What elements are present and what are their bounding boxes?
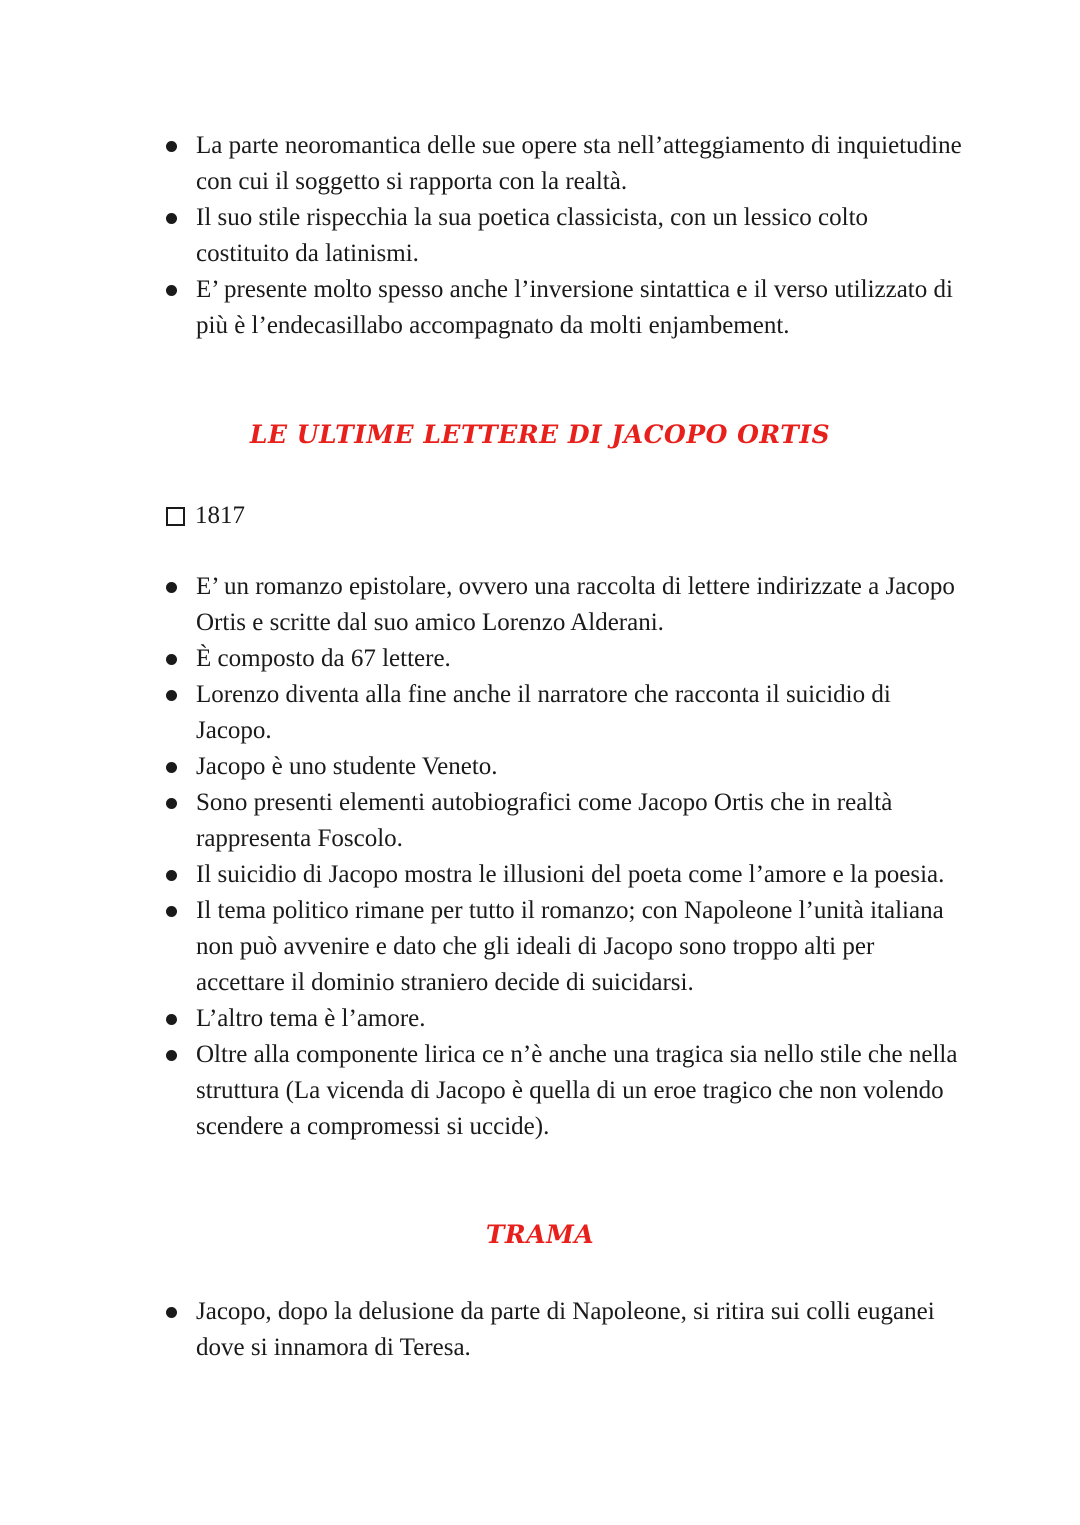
ortis-bullet-list	[162, 569, 962, 1145]
intro-bullet-list	[162, 128, 962, 344]
list-item: E’ un romanzo epistolare, ovvero una raccolta di lettere indirizzate a Jacopo Ortis e scritte dal suo amico Lorenzo Alderani.	[162, 569, 962, 641]
bullet-icon	[166, 1050, 177, 1061]
bullet-icon	[166, 582, 177, 593]
year-label: 1817	[195, 502, 245, 529]
bullet-icon	[166, 690, 177, 701]
list-item: Jacopo è uno studente Veneto.	[162, 749, 962, 785]
list-item: Il tema politico rimane per tutto il romanzo; con Napoleone l’unità italiana non può avvenire e dato che gli ideali di Jacopo sono troppo alti per accettare il dominio straniero decide di suicidarsi.	[162, 893, 962, 1001]
bullet-icon	[166, 870, 177, 881]
bullet-icon	[166, 762, 177, 773]
list-item: Il suo stile rispecchia la sua poetica classicista, con un lessico colto costituito da latinismi.	[162, 200, 962, 272]
bullet-icon	[166, 798, 177, 809]
bullet-icon	[166, 285, 177, 296]
list-item: Oltre alla componente lirica ce n’è anche una tragica sia nello stile che nella struttura (La vicenda di Jacopo è quella di un eroe tragico che non volendo scendere a compromessi si uccide).	[162, 1037, 962, 1145]
list-item: L’altro tema è l’amore.	[162, 1001, 962, 1037]
bullet-icon	[166, 1014, 177, 1025]
year-row	[166, 498, 245, 534]
section-title-trama: TRAMA	[485, 1220, 595, 1249]
checkbox-icon	[166, 507, 185, 526]
bullet-icon	[166, 141, 177, 152]
list-item: Sono presenti elementi autobiografici come Jacopo Ortis che in realtà rappresenta Foscolo.	[162, 785, 962, 857]
list-item: Il suicidio di Jacopo mostra le illusioni del poeta come l’amore e la poesia.	[162, 857, 962, 893]
trama-bullet-list	[162, 1294, 962, 1366]
list-item: Lorenzo diventa alla fine anche il narratore che racconta il suicidio di Jacopo.	[162, 677, 962, 749]
list-item: E’ presente molto spesso anche l’inversione sintattica e il verso utilizzato di più è l’endecasillabo accompagnato da molti enjambement.	[162, 272, 962, 344]
list-item: La parte neoromantica delle sue opere sta nell’atteggiamento di inquietudine con cui il soggetto si rapporta con la realtà.	[162, 128, 962, 200]
list-item: Jacopo, dopo la delusione da parte di Napoleone, si ritira sui colli euganei dove si innamora di Teresa.	[162, 1294, 962, 1366]
list-item: È composto da 67 lettere.	[162, 641, 962, 677]
bullet-icon	[166, 213, 177, 224]
bullet-icon	[166, 1307, 177, 1318]
bullet-icon	[166, 906, 177, 917]
section-title-ortis: LE ULTIME LETTERE DI JACOPO ORTIS	[249, 420, 831, 449]
bullet-icon	[166, 654, 177, 665]
